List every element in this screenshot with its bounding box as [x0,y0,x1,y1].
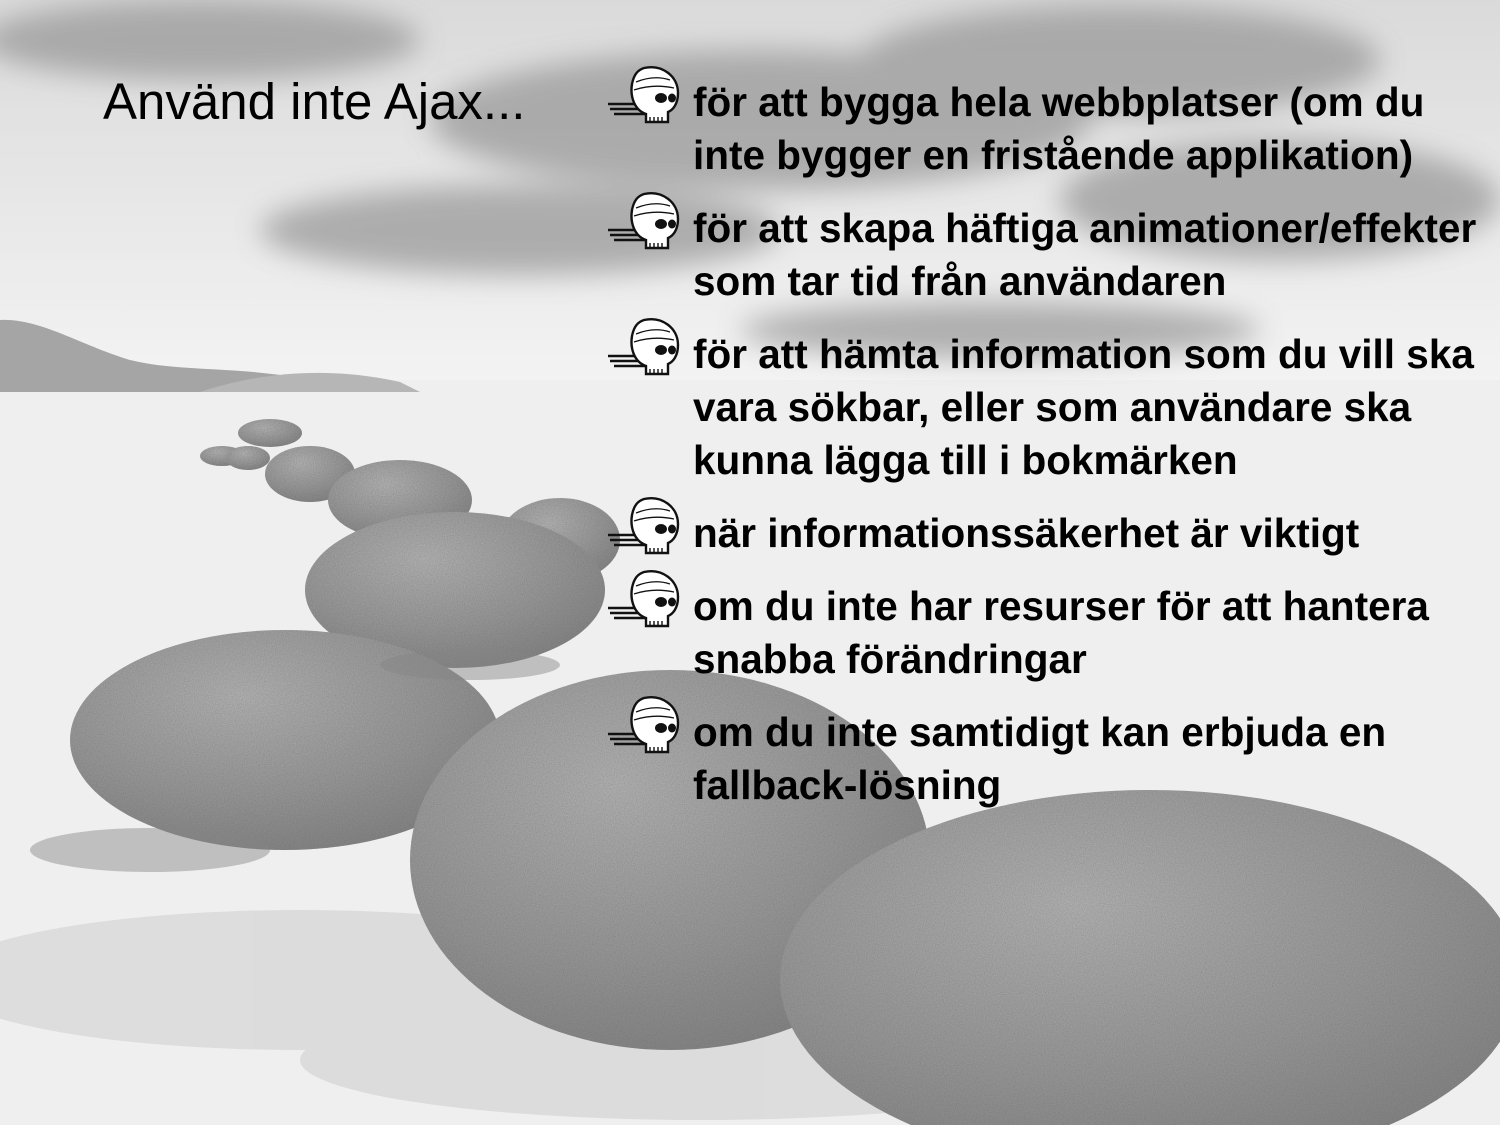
list-item-text: om du inte har resurser för att hantera snabba förändringar [693,583,1429,682]
list-item [606,76,1496,182]
list-item [606,328,1496,487]
bullet-list [606,76,1496,832]
list-item-text: för att hämta information som du vill ska vara sökbar, eller som användare ska kunna lägga till i bokmärken [693,331,1474,483]
list-item-text: om du inte samtidigt kan erbjuda en fallback-lösning [693,709,1387,808]
list-item [606,706,1496,812]
list-item [606,580,1496,686]
skull-icon [606,564,684,630]
list-item-text: för att skapa häftiga animationer/effekter som tar tid från användaren [693,205,1477,304]
list-item-text: för att bygga hela webbplatser (om du inte bygger en fristående applikation) [693,79,1425,178]
skull-icon [606,186,684,252]
skull-icon [606,491,684,557]
skull-icon [606,312,684,378]
list-item [606,202,1496,308]
skull-icon [606,60,684,126]
list-item-text: när informationssäkerhet är viktigt [693,510,1360,556]
list-item [606,507,1496,560]
slide-title: Använd inte Ajax... [103,73,526,130]
skull-icon [606,690,684,756]
